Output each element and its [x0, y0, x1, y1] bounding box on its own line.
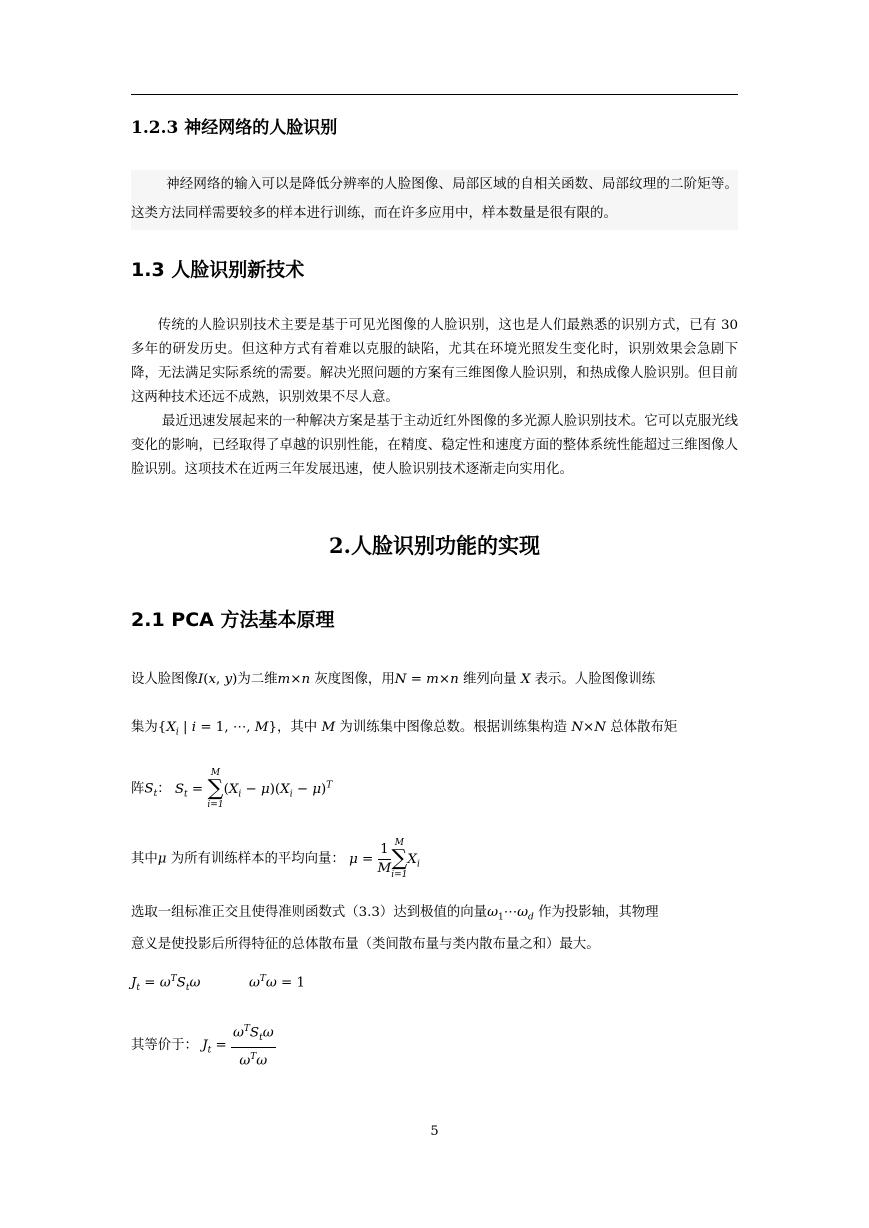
formula-image-function: I: [197, 672, 204, 687]
chapter-2-heading: 2.人脸识别功能的实现: [329, 533, 540, 558]
pca-text-line-6: 意义是使投影后所得特征的总体散布量（类间散布量与类内散布量之和）最大。: [131, 937, 600, 952]
criterion-function-formula: $J_t = \omega^TS_t\omega$ $\omega^T\omega = 1$: [131, 974, 306, 994]
page-number: 5: [430, 1124, 439, 1139]
equivalent-criterion-line: 其等价于： $J_t$ = $\frac{\omega^TS_t\omega}{\omega^T\omega}$: [131, 1020, 276, 1071]
section-1-2-3-body: 神经网络的输入可以是降低分辨率的人脸图像、局部区域的自相关函数、局部纹理的二阶矩等。这类方法同样需要较多的样本进行训练，而在许多应用中，样本数量是很有限的。: [131, 176, 738, 221]
pca-text-line-1: 设人脸图像I(x, y)为二维m×n 灰度图像，用N = m×n 维列向量 X 表示。人脸图像训练: [131, 672, 656, 687]
pca-text-line-2: 集为{$X_i$ | i = 1, ⋯, M}，其中 M 为训练集中图像总数。根据训练集构造 N×N 总体散布矩: [131, 720, 678, 738]
section-2-1-heading: 2.1 PCA 方法基本原理: [131, 609, 335, 631]
header-rule: [131, 94, 738, 95]
section-1-2-3-heading: 1.2.3 神经网络的人脸识别: [131, 118, 338, 138]
pca-text-line-5: 选取一组标准正交且使得准则函数式（3.3）达到极值的向量$\omega_1\cdots\omega_d$ 作为投影轴，其物理: [131, 905, 659, 923]
mean-vector-formula: μ = $\frac{1}{M}$ M ∑ i=1 $X_i$: [349, 838, 420, 880]
section-1-3-heading: 1.3 人脸识别新技术: [131, 259, 305, 281]
pca-scatter-matrix-line: 阵$S_t$： $S_t$ = M ∑ i=1 $(X_i - \mu)(X_i - \mu)^T$: [131, 768, 333, 810]
scatter-matrix-formula: $S_t$ = M ∑ i=1 $(X_i - \mu)(X_i - \mu)^T$: [174, 768, 333, 810]
section-1-3-body: [131, 314, 738, 482]
pca-mean-vector-line: 其中μ 为所有训练样本的平均向量： μ = $\frac{1}{M}$ M ∑ i=1 $X_i$: [131, 838, 420, 880]
section-1-2-3-body-block: [131, 170, 738, 230]
section-1-3-paragraph-2: 最近迅速发展起来的一种解决方案是基于主动近红外图像的多光源人脸识别技术。它可以克服光线变化的影响，已经取得了卓越的识别性能，在精度、稳定性和速度方面的整体系统性能超过三维图像人脸识别。这项技术在近两三年发展迅速，使人脸识别技术逐渐走向实用化。: [131, 414, 738, 477]
equivalent-criterion-formula: $J_t$ = $\frac{\omega^TS_t\omega}{\omega^T\omega}$: [202, 1038, 275, 1053]
section-1-3-paragraph-1: 传统的人脸识别技术主要是基于可见光图像的人脸识别，这也是人们最熟悉的识别方式，已有 30 多年的研发历史。但这种方式有着难以克服的缺陷，尤其在环境光照发生变化时，识别效果会急剧下降，无法满足实际系统的需要。解决光照问题的方案有三维图像人脸识别，和热成像人脸识别。但目前这两种技术还远不成熟，识别效果不尽人意。: [131, 318, 738, 405]
